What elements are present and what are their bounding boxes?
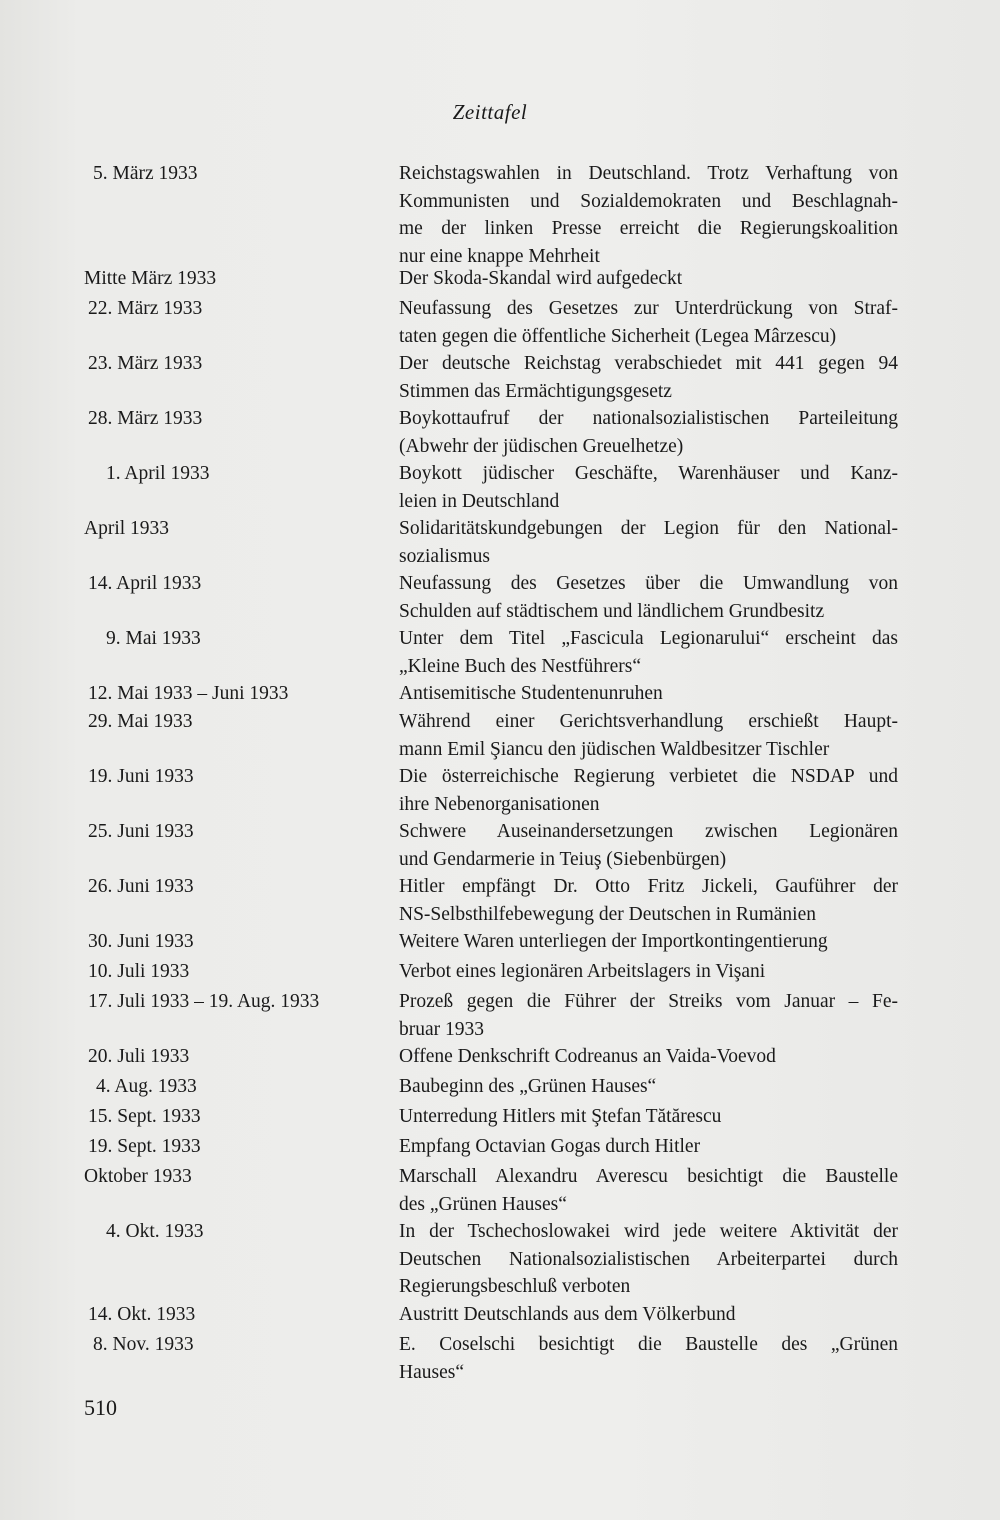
entry-date: 12. Mai 1933 – Juni 1933 [88,683,289,704]
event-line: Offene Denkschrift Codreanus an Vaida-Voevod [399,1046,776,1067]
event-line: Austritt Deutschlands aus dem Völkerbund [399,1304,736,1325]
entry-event [399,708,898,763]
event-line: „Kleine Buch des Nestführers“ [399,655,642,677]
event-line: NS-Selbsthilfebewegung der Deutschen in Rumänien [399,903,816,925]
entry-date: Oktober 1933 [84,1166,192,1187]
entry-date: 28. März 1933 [88,408,203,429]
event-line: mann Emil Şiancu den jüdischen Waldbesitzer Tischler [399,738,830,760]
event-line: Hauses“ [399,1361,464,1383]
event-line: Boykott jüdischer Geschäfte, Warenhäuser und Kanz- [399,463,898,484]
entry-date: 29. Mai 1933 [88,711,193,732]
entry-date: 30. Juni 1933 [88,931,194,952]
entry-date: 19. Juni 1933 [88,766,194,787]
entry-date: 17. Juli 1933 – 19. Aug. 1933 [88,991,320,1012]
entry-date: 20. Juli 1933 [88,1046,190,1067]
event-line: (Abwehr der jüdischen Greuelhetze) [399,435,684,457]
entry-event [399,570,898,625]
entry-event [399,873,898,928]
event-line: Neufassung des Gesetzes zur Unterdrückung von Straf- [399,298,898,319]
event-line: Deutschen Nationalsozialistischen Arbeiterpartei durch [399,1248,898,1270]
entry-event [399,160,898,270]
entry-date: Mitte März 1933 [84,268,217,289]
entry-event [399,625,898,680]
entry-date: 1. April 1933 [106,463,210,484]
entry-event [399,515,898,570]
entry-event [399,460,898,515]
entry-date: 23. März 1933 [88,353,203,374]
event-line: Neufassung des Gesetzes über die Umwandlung von [399,573,898,594]
event-line: und Gendarmerie in Teiuş (Siebenbürgen) [399,848,727,870]
entry-event [399,1133,898,1161]
entry-event [399,818,898,873]
entry-date: 4. Aug. 1933 [96,1076,197,1097]
entry-date: 5. März 1933 [93,163,198,184]
event-line: Hitler empfängt Dr. Otto Fritz Jickeli, Gauführer der [399,876,898,897]
entry-date: 19. Sept. 1933 [88,1136,201,1157]
event-line: Kommunisten und Sozialdemokraten und Beschlagnah- [399,190,898,212]
entry-date: 4. Okt. 1933 [106,1221,204,1242]
event-line: Antisemitische Studentenunruhen [399,683,663,704]
event-line: me der linken Presse erreicht die Regierungskoalition [399,218,898,239]
event-line: Empfang Octavian Gogas durch Hitler [399,1136,701,1157]
entry-event [399,1218,898,1301]
entry-date: 8. Nov. 1933 [93,1334,194,1355]
event-line: E. Coselschi besichtigt die Baustelle des „Grünen [399,1334,898,1355]
event-line: Der deutsche Reichstag verabschiedet mit 441 gegen 94 [399,353,898,374]
entry-date: 22. März 1933 [88,298,203,319]
entry-event [399,1103,898,1131]
entry-event [399,295,898,350]
entry-date: 25. Juni 1933 [88,821,194,842]
event-line: In der Tschechoslowakei wird jede weitere Aktivität der [399,1221,898,1242]
entry-date: 9. Mai 1933 [106,628,201,649]
entry-event [399,1301,898,1329]
event-line: taten gegen die öffentliche Sicherheit (Legea Mârzescu) [399,325,837,347]
event-line: Schwere Auseinandersetzungen zwischen Legionären [399,821,898,842]
event-line: ihre Nebenorganisationen [399,793,600,815]
event-line: Solidaritätskundgebungen der Legion für den National- [399,518,898,539]
event-line: Stimmen das Ermächtigungsgesetz [399,380,672,402]
event-line: nur eine knappe Mehrheit [399,245,600,267]
event-line: Boykottaufruf der nationalsozialistischen Parteileitung [399,408,898,429]
entry-event [399,988,898,1043]
event-line: Während einer Gerichtsverhandlung erschießt Haupt- [399,711,898,732]
entry-date: 14. Okt. 1933 [88,1304,196,1325]
event-line: Der Skoda-Skandal wird aufgedeckt [399,268,683,289]
entry-date: April 1933 [84,518,170,539]
event-line: Marschall Alexandru Averescu besichtigt die Baustelle [399,1166,898,1187]
event-line: Reichstagswahlen in Deutschland. Trotz Verhaftung von [399,163,898,184]
entry-date: 14. April 1933 [88,573,202,594]
event-line: bruar 1933 [399,1018,485,1040]
event-line: Prozeß gegen die Führer der Streiks vom Januar – Fe- [399,991,898,1012]
entry-event [399,350,898,405]
event-line: leien in Deutschland [399,490,560,512]
entry-event [399,763,898,818]
entry-event [399,405,898,460]
entry-event [399,1073,898,1101]
entry-event [399,1163,898,1218]
entry-date: 10. Juli 1933 [88,961,190,982]
event-line: Schulden auf städtischem und ländlichem Grundbesitz [399,600,825,622]
event-line: Die österreichische Regierung verbietet die NSDAP und [399,766,898,787]
entry-date: 15. Sept. 1933 [88,1106,201,1127]
entry-event [399,680,898,708]
event-line: Unter dem Titel „Fascicula Legionarului“ erscheint das [399,628,898,649]
entry-event [399,1043,898,1071]
entry-event [399,1331,898,1386]
event-line: des „Grünen Hauses“ [399,1193,567,1215]
event-line: Baubeginn des „Grünen Hauses“ [399,1076,657,1097]
entry-event [399,958,898,986]
event-line: sozialismus [399,545,490,567]
event-line: Weitere Waren unterliegen der Importkontingentierung [399,931,828,952]
entry-event [399,265,898,293]
event-line: Regierungsbeschluß verboten [399,1276,631,1297]
running-header: Zeittafel [452,100,528,124]
page-number: 510 [84,1395,117,1420]
entry-event [399,928,898,956]
event-line: Unterredung Hitlers mit Ştefan Tătărescu [399,1106,722,1127]
event-line: Verbot eines legionären Arbeitslagers in Vişani [399,961,766,982]
entry-date: 26. Juni 1933 [88,876,194,897]
